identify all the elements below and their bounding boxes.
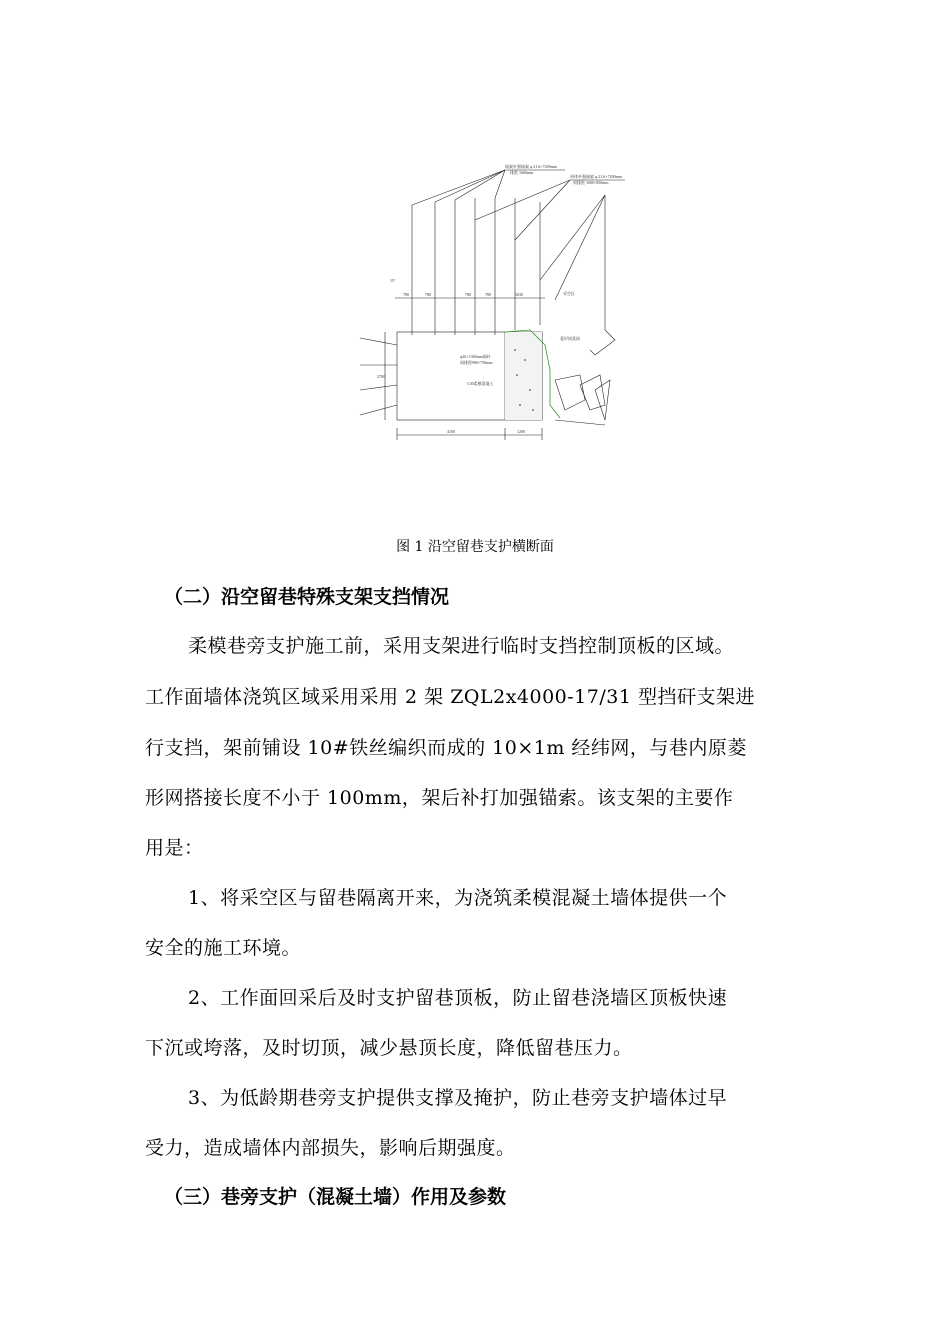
figure-dim-1: 780: [403, 292, 409, 297]
figure-dim-wall: 1200: [517, 429, 525, 434]
figure-label-cable-left: 锚索补强锚索 φ 21.6×7200mm: [505, 164, 557, 169]
figure-dim-3: 780: [465, 292, 471, 297]
paragraph-line: 工作面墙体浇筑区域采用采用 2 架 ZQL2x4000-17/31 型挡矸支架进: [145, 686, 755, 708]
figure-label-bolt: φ20×1300mm锚杆: [460, 354, 491, 359]
figure-caption: 图 1 沿空留巷支护横断面: [396, 539, 554, 555]
cross-section-drawing: [355, 160, 625, 445]
figure-label-cable-right: 单体补强锚索 φ 21.6×7200mm: [570, 174, 622, 179]
figure-label-bolt-sub: 间排距900×750mm: [460, 360, 493, 365]
paragraph-line: 用是：: [145, 837, 204, 859]
section-heading-3: （三）巷旁支护（混凝土墙）作用及参数: [164, 1186, 507, 1208]
figure-dim-5: 1630: [515, 292, 523, 297]
figure-label-mesh: 菱形网柔网: [560, 336, 580, 341]
list-item-line: 安全的施工环境。: [145, 937, 302, 959]
figure-label-goaf: 采空区: [563, 291, 575, 296]
figure-label-cable-left-sub: 排距 1600mm: [510, 170, 534, 175]
figure-dim-height: 2700: [377, 374, 385, 379]
figure-label-cable-right-sub: 间排距 1600×850mm: [573, 180, 609, 185]
figure-dim-width: 4100: [447, 429, 455, 434]
list-item-line: 3、为低龄期巷旁支护提供支撑及掩护，防止巷旁支护墙体过早: [188, 1087, 728, 1109]
list-item-line: 1、将采空区与留巷隔离开来，为浇筑柔模混凝土墙体提供一个: [188, 887, 728, 909]
paragraph-line: 形网搭接长度不小于 100mm，架后补打加强锚索。该支架的主要作: [145, 787, 734, 809]
figure-label-concrete: C30柔模混凝土: [467, 381, 494, 386]
list-item-line: 2、工作面回采后及时支护留巷顶板，防止留巷浇墙区顶板快速: [188, 987, 728, 1009]
list-item-line: 下沉或垮落，及时切顶，减少悬顶长度，降低留巷压力。: [145, 1037, 633, 1059]
list-item-line: 受力，造成墙体内部损失，影响后期强度。: [145, 1137, 516, 1159]
figure-dim-2: 780: [425, 292, 431, 297]
cross-section-figure: [355, 160, 625, 445]
figure-dim-4: 780: [485, 292, 491, 297]
paragraph-line: 行支挡，架前铺设 10#铁丝编织而成的 10×1m 经纬网，与巷内原菱: [145, 737, 747, 759]
section-heading-2: （二）沿空留巷特殊支架支挡情况: [164, 586, 450, 608]
figure-angle: 15°: [390, 278, 396, 283]
paragraph-line: 柔模巷旁支护施工前，采用支架进行临时支挡控制顶板的区域。: [188, 635, 735, 657]
